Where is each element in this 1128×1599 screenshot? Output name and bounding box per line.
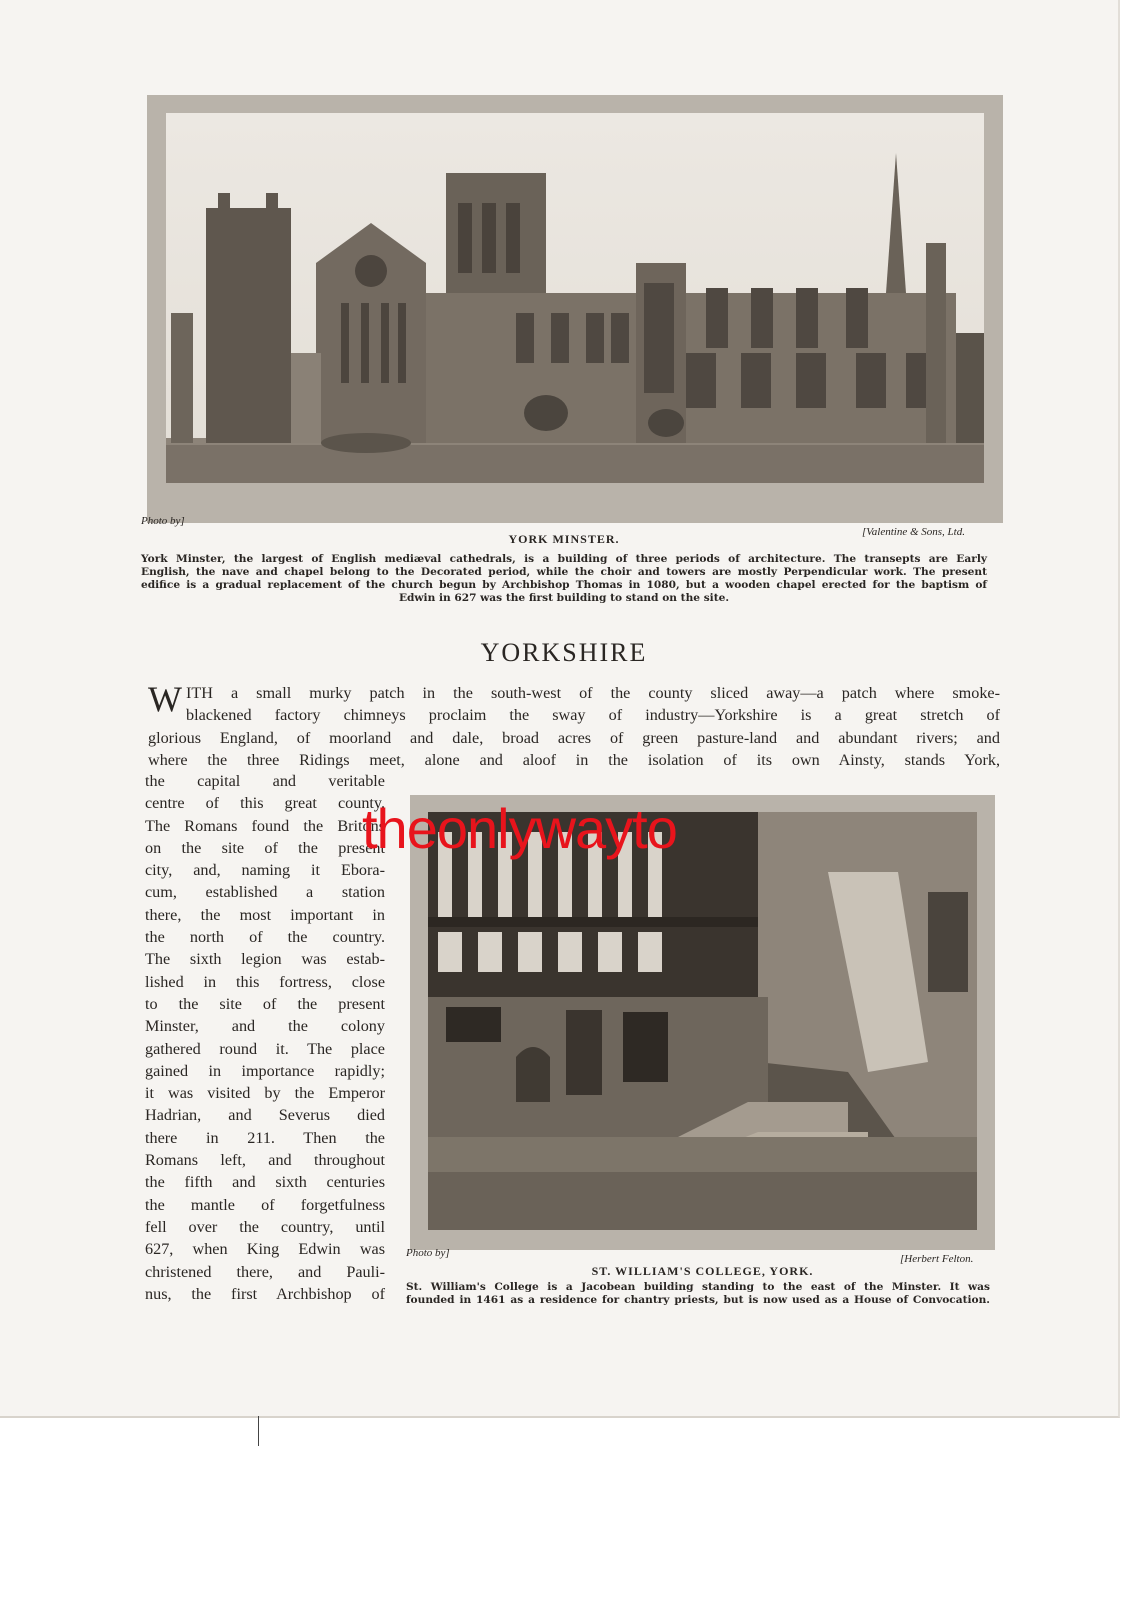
column-line: centre of this great county. [145,794,385,813]
watermark-text: theonlywayto [362,797,677,860]
column-line: fell over the country, until [145,1217,385,1236]
minster-caption-body [141,553,987,605]
drop-cap: W [148,679,182,719]
lead-paragraph [148,679,1000,772]
column-line: city, and, naming it Ebora- [145,861,385,880]
column-line: gained in importance rapidly; [145,1061,385,1080]
caption-line: founded in 1461 as a residence for chantry priests, but is now used as a House of Convocation. [406,1294,990,1306]
page-edge-mark [258,1416,259,1446]
caption-line: St. William's College is a Jacobean building standing to the east of the Minster. It was [406,1281,990,1293]
lead-line: blackened factory chimneys proclaim the sway of industry—Yorkshire is a great stretch of [185,706,1000,725]
minster-photo-credit-left: Photo by] [141,515,185,527]
column-line: 627, when King Edwin was [145,1240,385,1259]
lead-line: glorious England, of moorland and dale, broad acres of green pasture-land and abundant rivers; and [148,728,1000,747]
lead-line: ITH a small murky patch in the south-west of the county sliced away—a patch where smoke- [185,684,1000,702]
york-minster-photo [166,113,984,483]
caption-line: Edwin in 627 was the first building to stand on the site. [398,592,730,604]
college-photo-credit-left: Photo by] [406,1247,450,1259]
college-caption-title: ST. WILLIAM'S COLLEGE, YORK. [591,1264,814,1278]
column-line: the north of the country. [145,928,385,947]
column-line: on the site of the present [145,838,385,857]
caption-line: English, the nave and chapel belong to the Decorated period, while the choir and towers are mostly Perpendicular work. The present [141,566,987,578]
column-line: the fifth and sixth centuries [145,1173,385,1192]
column-line: to the site of the present [145,994,385,1013]
column-line: cum, established a station [145,883,385,902]
column-line: the mantle of forgetfulness [145,1195,385,1214]
college-photo-credit-right: [Herbert Felton. [900,1253,974,1265]
column-line: gathered round it. The place [145,1039,385,1058]
column-line: Hadrian, and Severus died [145,1106,385,1125]
minster-photo-credit-right: [Valentine & Sons, Ltd. [862,526,965,538]
body-column [145,770,385,1305]
column-line: nus, the first Archbishop of [145,1284,385,1303]
column-line: there in 211. Then the [145,1128,385,1147]
lead-line: where the three Ridings meet, alone and aloof in the isolation of its own Ainsty, stands York, [148,751,1000,770]
column-line: christened there, and Pauli- [145,1262,385,1281]
column-line: lished in this fortress, close [145,972,385,991]
column-line: The sixth legion was estab- [145,950,385,969]
column-line: Minster, and the colony [145,1017,385,1036]
column-line: Romans left, and throughout [145,1151,385,1170]
caption-line: York Minster, the largest of English mediæval cathedrals, is a building of three periods of architecture. The transepts are Early [141,553,987,565]
column-line: it was visited by the Emperor [145,1084,385,1103]
column-line: there, the most important in [145,905,385,924]
college-caption-body [406,1281,990,1307]
st-williams-college-photo [428,812,977,1230]
caption-line: edifice is a gradual replacement of the church begun by Archbishop Thomas in 1080, but a wooden chapel erected for the baptism of [141,579,987,591]
minster-caption-title: YORK MINSTER. [508,532,620,546]
column-line: The Romans found the Britons [145,816,385,835]
article-heading: YORKSHIRE [480,638,648,667]
column-line: the capital and veritable [145,772,385,790]
